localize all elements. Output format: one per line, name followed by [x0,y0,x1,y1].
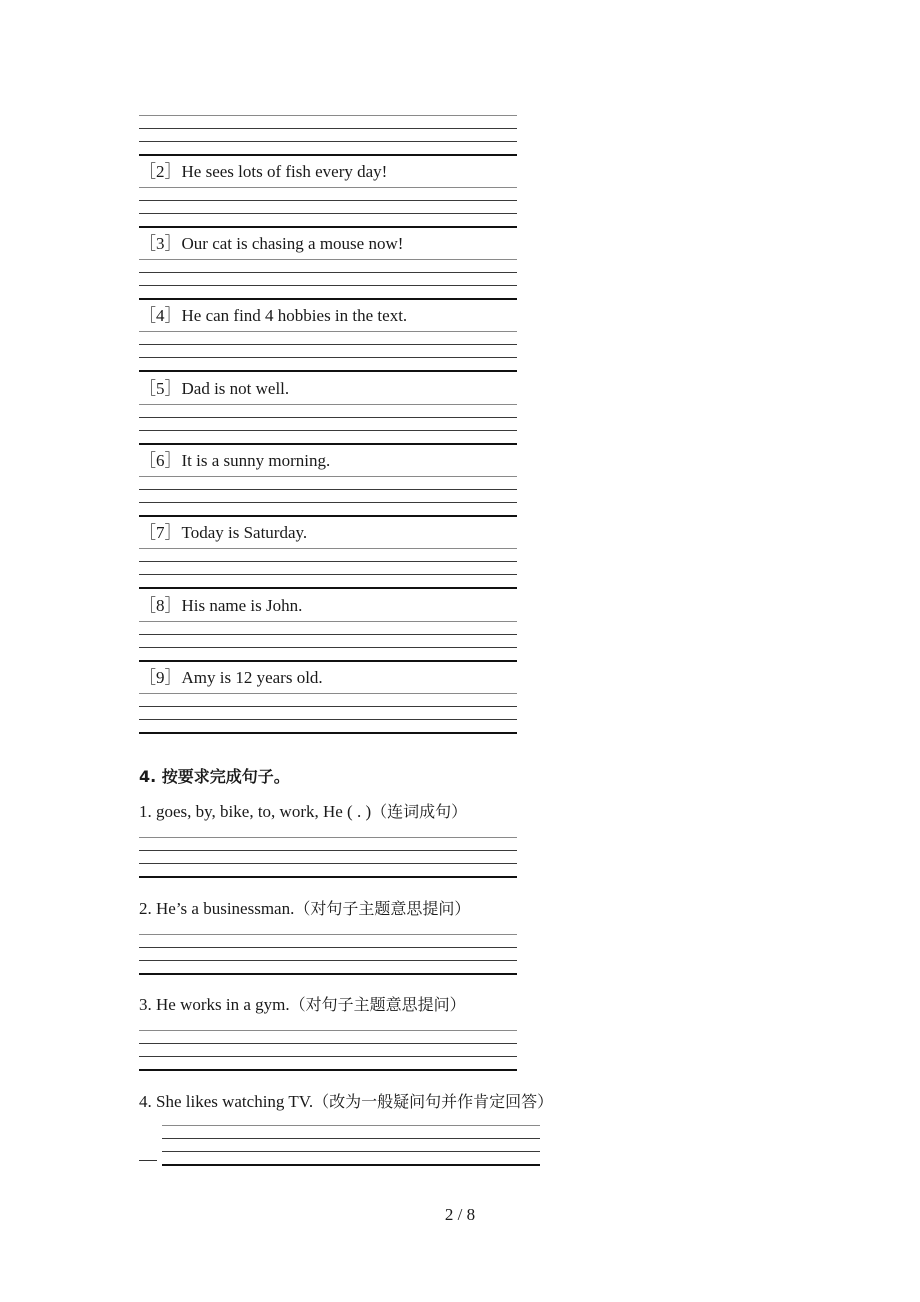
answer-line-stub [139,1160,157,1161]
page-number: 2 / 8 [444,1205,476,1224]
answer-line [139,973,517,975]
question-text: 2. He’s a businessman. [139,899,295,918]
exercise-item [139,668,517,688]
answer-line [139,1069,517,1071]
answer-line [162,1138,540,1139]
answer-line [139,647,517,648]
exercise-item [139,596,517,616]
answer-line [139,141,517,142]
answer-line [139,443,517,445]
answer-line [139,344,517,345]
answer-line [139,706,517,707]
item-number: ［3］ [139,234,182,253]
item-number: ［6］ [139,451,182,470]
question-instruction: （对句子主题意思提问） [289,995,466,1014]
answer-line [139,1030,517,1031]
answer-line [139,934,517,935]
section-title: 4. 按要求完成句子。 [139,767,290,786]
answer-line [139,1043,517,1044]
exercise-item [139,162,517,182]
item-sentence: Our cat is chasing a mouse now! [181,234,404,253]
answer-line [139,298,517,300]
answer-line [139,850,517,851]
answer-line [139,574,517,575]
answer-line [139,200,517,201]
answer-line [139,357,517,358]
item-sentence: Today is Saturday. [181,523,308,542]
item-number: ［5］ [139,379,182,398]
item-sentence: He can find 4 hobbies in the text. [181,306,408,325]
answer-line [139,370,517,372]
item-sentence: He sees lots of fish every day! [181,162,388,181]
item-sentence: Dad is not well. [181,379,290,398]
answer-line [139,187,517,188]
answer-line [139,719,517,720]
answer-line [139,226,517,228]
answer-line [139,660,517,662]
item-number: ［9］ [139,668,182,687]
answer-line [139,548,517,549]
item-sentence: His name is John. [181,596,303,615]
question-instruction: （改为一般疑问句并作肯定回答） [313,1092,554,1111]
question [139,1089,553,1112]
answer-line [139,128,517,129]
answer-line [139,515,517,517]
item-number: ［2］ [139,162,182,181]
answer-line [139,430,517,431]
answer-line [139,502,517,503]
exercise-item [139,451,517,471]
question-text: 1. goes, by, bike, to, work, He ( . ) [139,802,372,821]
answer-line [139,259,517,260]
answer-line [139,587,517,589]
answer-line [139,947,517,948]
answer-line [162,1164,540,1166]
question-instruction: （连词成句） [371,802,468,821]
item-sentence: Amy is 12 years old. [181,668,323,687]
exercise-item [139,234,517,254]
item-number: ［4］ [139,306,182,325]
answer-line [139,213,517,214]
answer-line [139,876,517,878]
answer-line [139,285,517,286]
answer-line [139,960,517,961]
answer-line [139,863,517,864]
answer-line [139,489,517,490]
exercise-item [139,306,517,326]
answer-line [139,732,517,734]
question-text: 4. She likes watching TV. [139,1092,314,1111]
answer-line [139,1056,517,1057]
question-text: 3. He works in a gym. [139,995,290,1014]
answer-line [139,693,517,694]
exercise-item [139,379,517,399]
answer-line [139,476,517,477]
exercise-item [139,523,517,543]
answer-line [139,115,517,116]
question [139,896,470,919]
answer-line [162,1151,540,1152]
answer-line [139,837,517,838]
question [139,992,466,1015]
answer-line [139,154,517,156]
answer-line [139,561,517,562]
question [139,799,467,822]
question-instruction: （对句子主题意思提问） [294,899,471,918]
answer-line [139,634,517,635]
answer-line [139,331,517,332]
answer-line [162,1125,540,1126]
answer-line [139,404,517,405]
answer-line [139,417,517,418]
item-number: ［8］ [139,596,182,615]
answer-line [139,272,517,273]
item-sentence: It is a sunny morning. [181,451,331,470]
answer-line [139,621,517,622]
item-number: ［7］ [139,523,182,542]
